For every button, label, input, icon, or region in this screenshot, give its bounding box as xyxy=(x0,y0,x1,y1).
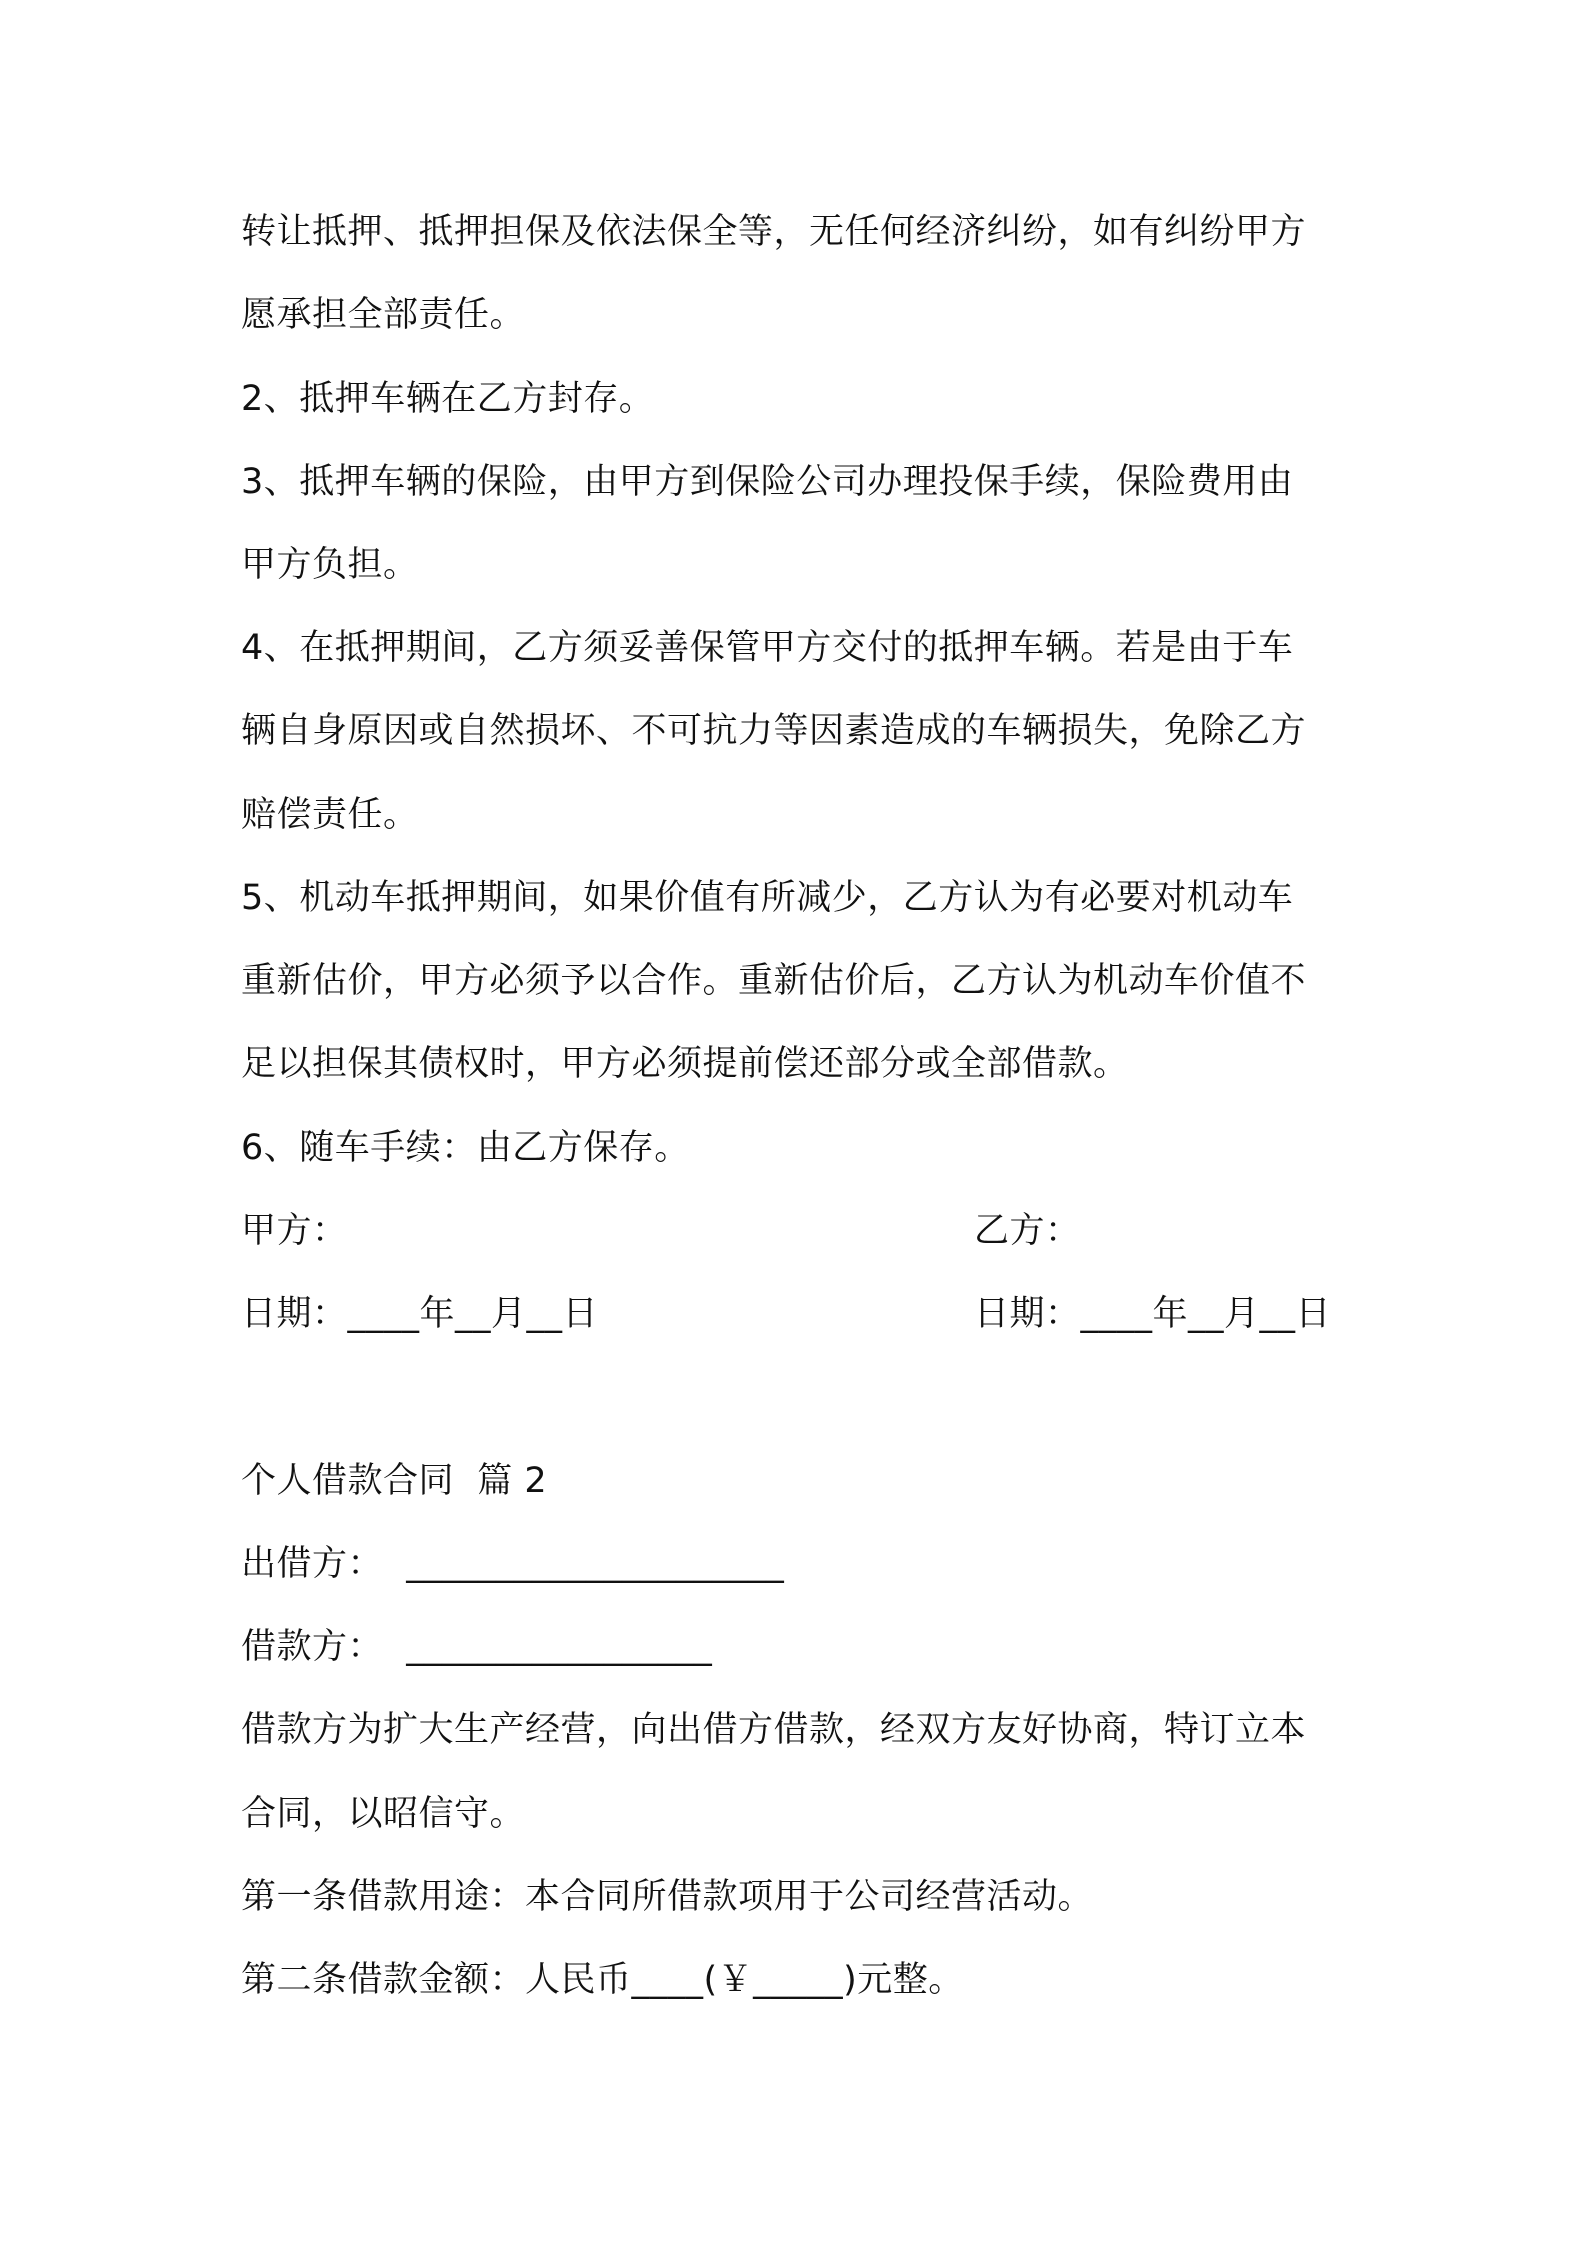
date-b: 日期：____年__月__日 xyxy=(974,1294,1332,1334)
article-1: 第一条借款用途：本合同所借款项用于公司经营活动。 xyxy=(241,1877,1094,1917)
clause-3-line: 3、抵押车辆的保险，由甲方到保险公司办理投保手续，保险费用由 xyxy=(241,462,1294,502)
borrower-line: 借款方： _________________ xyxy=(241,1627,713,1667)
article-2: 第二条借款金额：人民币____(￥_____)元整。 xyxy=(241,1960,964,2000)
intro-line: 借款方为扩大生产经营，向出借方借款，经双方友好协商，特订立本 xyxy=(241,1710,1307,1750)
party-a-label: 甲方： xyxy=(241,1211,348,1251)
paragraph-line: 愿承担全部责任。 xyxy=(241,295,526,335)
clause-5-line: 足以担保其债权时，甲方必须提前偿还部分或全部借款。 xyxy=(241,1044,1129,1084)
clause-4-line: 辆自身原因或自然损坏、不可抗力等因素造成的车辆损失，免除乙方 xyxy=(241,711,1307,751)
date-a: 日期：____年__月__日 xyxy=(241,1294,599,1334)
clause-4-line: 赔偿责任。 xyxy=(241,795,419,835)
lender-line: 出借方： _____________________ xyxy=(241,1544,785,1584)
section-heading: 个人借款合同 篇 2 xyxy=(241,1461,548,1501)
clause-5-line: 重新估价，甲方必须予以合作。重新估价后，乙方认为机动车价值不 xyxy=(241,961,1307,1001)
clause-3-line: 甲方负担。 xyxy=(241,545,419,585)
party-b-label: 乙方： xyxy=(974,1211,1081,1251)
clause-5-line: 5、机动车抵押期间，如果价值有所减少，乙方认为有必要对机动车 xyxy=(241,878,1294,918)
intro-line: 合同，以昭信守。 xyxy=(241,1794,526,1834)
paragraph-line: 转让抵押、抵押担保及依法保全等，无任何经济纠纷，如有纠纷甲方 xyxy=(241,212,1307,252)
date-row xyxy=(241,1290,1361,1338)
clause-4-line: 4、在抵押期间，乙方须妥善保管甲方交付的抵押车辆。若是由于车 xyxy=(241,628,1294,668)
clause-2: 2、抵押车辆在乙方封存。 xyxy=(241,379,655,419)
party-row xyxy=(241,1207,1361,1255)
clause-6: 6、随车手续：由乙方保存。 xyxy=(241,1128,690,1168)
